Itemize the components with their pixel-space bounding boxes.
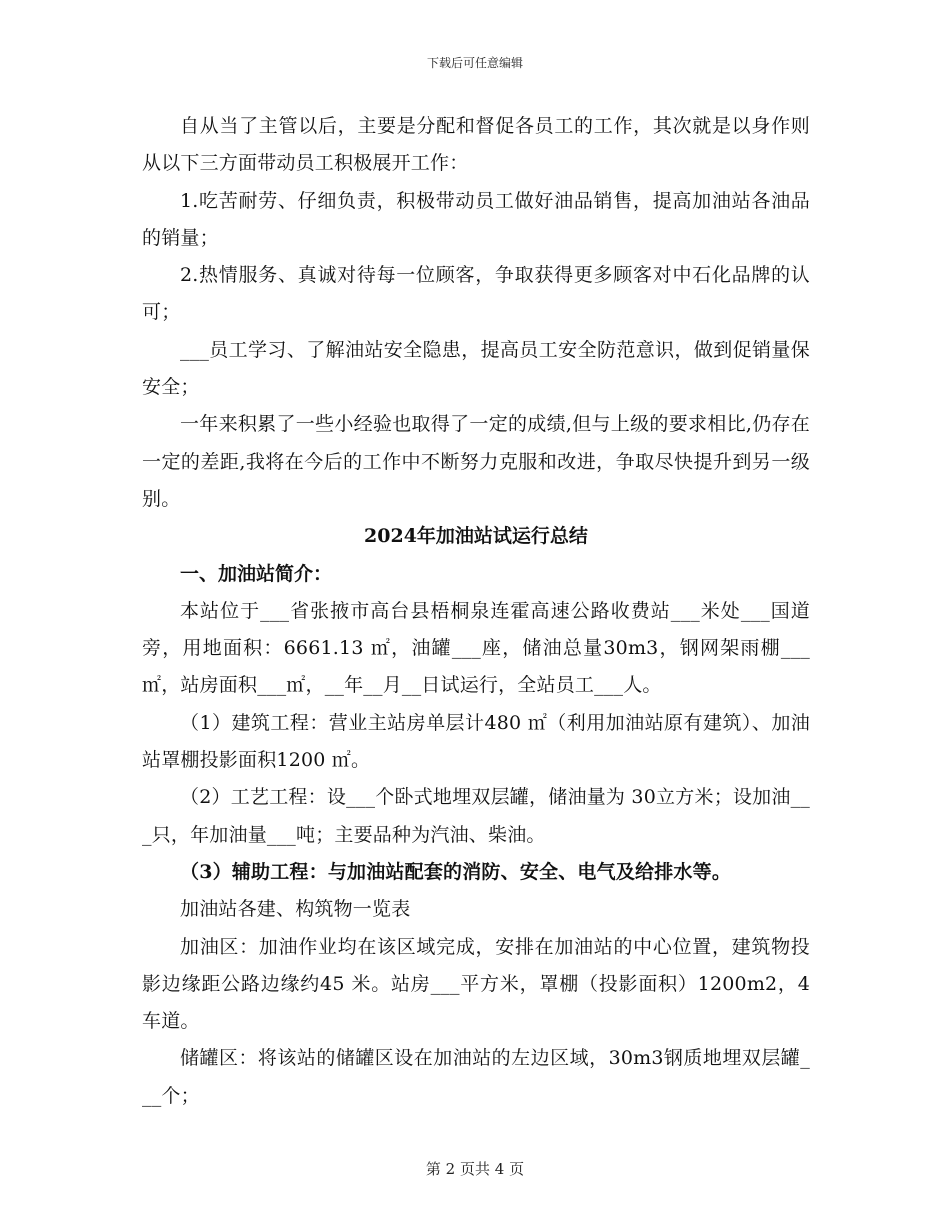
bold-paragraph: （3）辅助工程：与加油站配套的消防、安全、电气及给排水等。 — [180, 860, 732, 883]
page-footer: 第 2 页共 4 页 — [425, 1160, 525, 1178]
paragraph: 自从当了主管以后，主要是分配和督促各员工的工作，其次就是以身作则从以下三方面带动员工积极展开工作： — [142, 115, 810, 175]
page-header: 下载后可任意编辑 — [426, 56, 523, 70]
paragraph: （2）工艺工程：设___个卧式地埋双层罐，储油量为 30立方米；设加油___只，年加油量___吨；主要品种为汽油、柴油。 — [142, 786, 810, 846]
paragraph: 本站位于___省张掖市高台县梧桐泉连霍高速公路收费站___米处___国道旁，用地面积：6661.13 ㎡，油罐___座，储油总量30m3，钢网架雨棚___㎡，站房面积___㎡，__年__月__日试运行，全站员工___人。 — [142, 599, 810, 697]
document-title: 2024年加油站试运行总结 — [364, 525, 588, 548]
paragraph: 一年来积累了一些小经验也取得了一定的成绩,但与上级的要求相比,仍存在一定的差距,我将在今后的工作中不断努力克服和改进，争取尽快提升到另一级别。 — [142, 413, 810, 510]
paragraph: 加油区：加油作业均在该区域完成，安排在加油站的中心位置，建筑物投影边缘距公路边缘约45 米。站房___平方米，罩棚（投影面积）1200m2，4车道。 — [142, 935, 810, 1033]
paragraph: 储罐区：将该站的储罐区设在加油站的左边区域，30m3钢质地埋双层罐___个； — [142, 1047, 810, 1107]
document-body — [142, 108, 810, 1115]
paragraph: 1.吃苦耐劳、仔细负责，积极带动员工做好油品销售，提高加油站各油品的销量； — [142, 189, 810, 249]
paragraph: ___员工学习、了解油站安全隐患，提高员工安全防范意识，做到促销量保安全； — [142, 338, 810, 399]
paragraph: 2.热情服务、真诚对待每一位顾客，争取获得更多顾客对中石化品牌的认可； — [142, 264, 810, 324]
paragraph: （1）建筑工程：营业主站房单层计480 ㎡（利用加油站原有建筑）、加油站罩棚投影面积1200 ㎡。 — [142, 711, 810, 772]
section-heading: 一、加油站简介： — [180, 562, 333, 585]
paragraph: 加油站各建、构筑物一览表 — [180, 898, 411, 921]
